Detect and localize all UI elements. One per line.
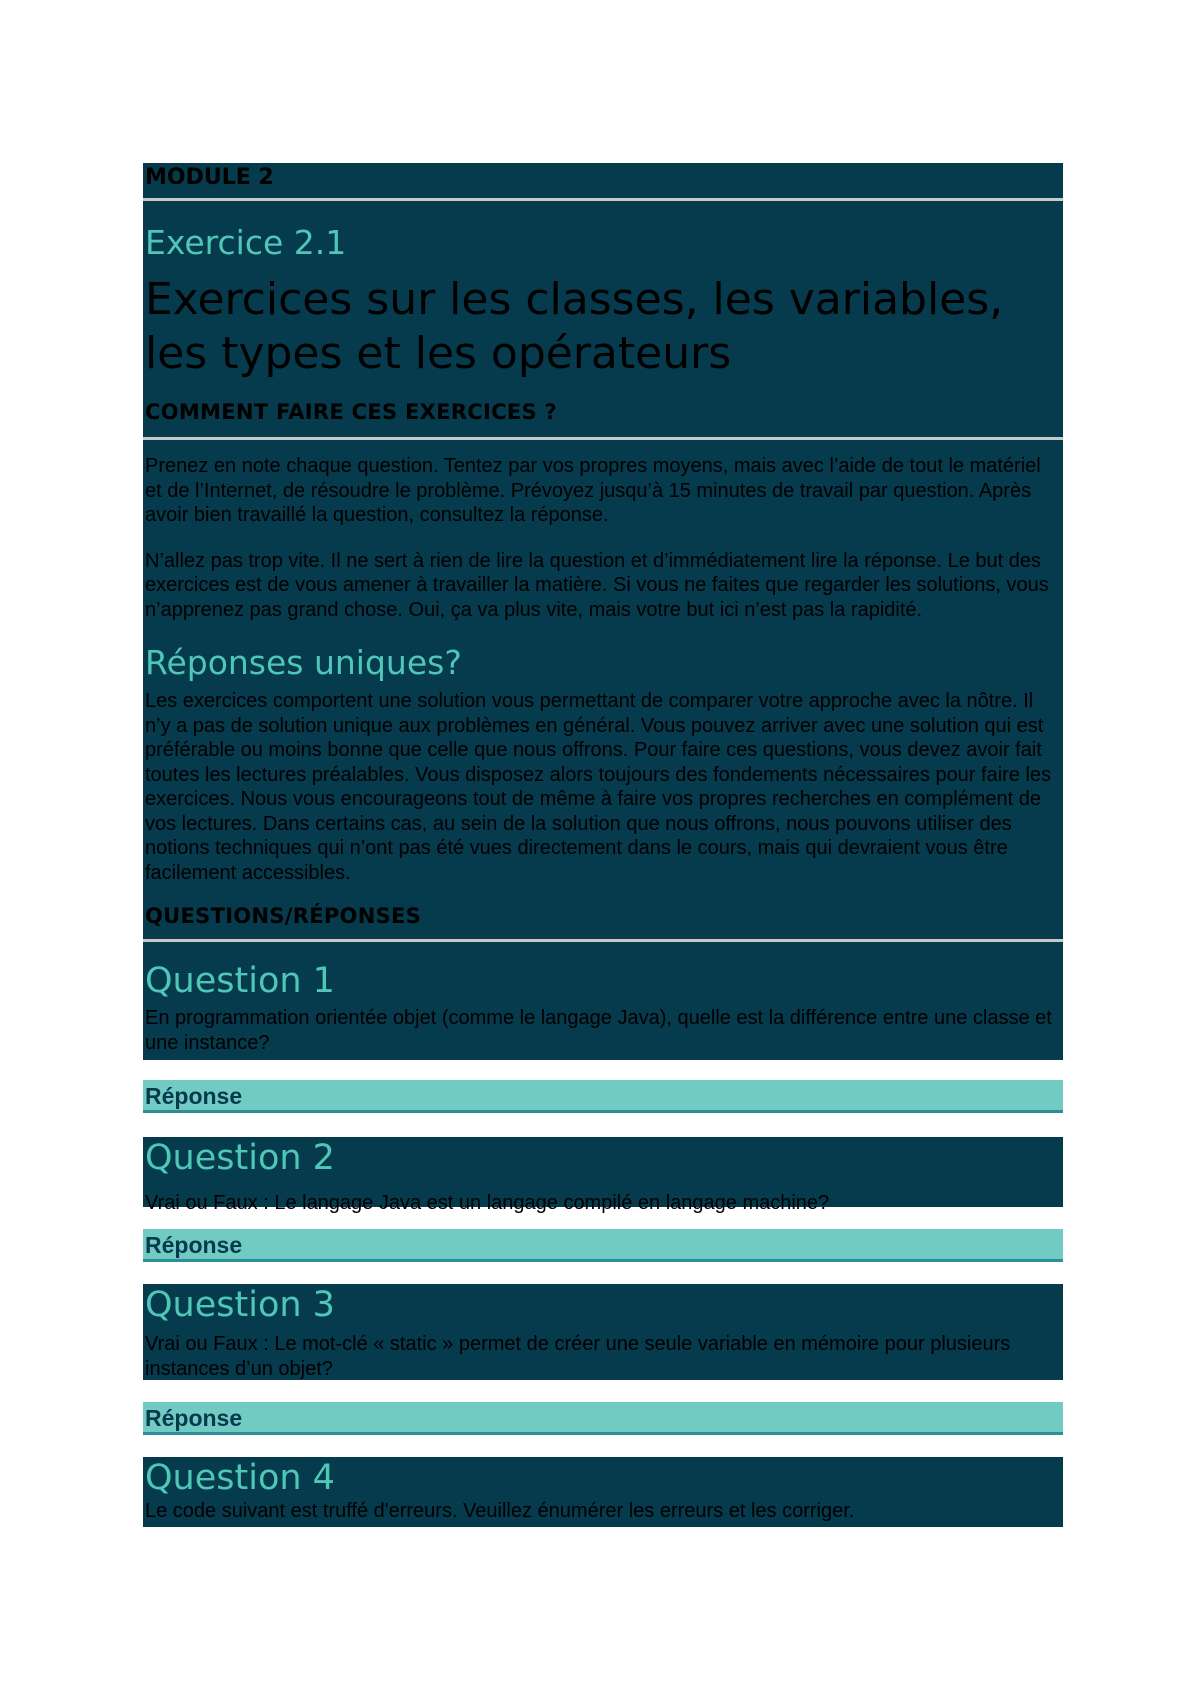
question-title: Question 3	[145, 1285, 335, 1325]
question-block	[143, 942, 1063, 1060]
instructions-paragraph: N’allez pas trop vite. Il ne sert à rien de lire la question et d’immédiatement lire la réponse. Le but des exercices est de vous amener à travailler la matière. Si vous ne faites que regarder les solutions, vous n’apprenez pas grand chose. Oui, ça va plus vite, mais votre but ici n’est pas la rapidité.	[145, 549, 1049, 621]
answer-toggle[interactable]: Réponse	[143, 1402, 1063, 1435]
how-to-heading: COMMENT FAIRE CES EXERCICES ?	[145, 400, 557, 424]
question-text: Vrai ou Faux : Le langage Java est un langage compilé en langage machine?	[145, 1192, 830, 1214]
qa-heading: QUESTIONS/RÉPONSES	[145, 904, 422, 928]
question-block	[143, 1457, 1063, 1527]
instructions-paragraph: Prenez en note chaque question. Tentez par vos propres moyens, mais avec l’aide de tout le matériel et de l’Internet, de résoudre le problème. Prévoyez jusqu’à 15 minutes de travail par question. Après avoir bien travaillé la question, consultez la réponse.	[145, 455, 1041, 526]
unique-answers-paragraph: Les exercices comportent une solution vous permettant de comparer votre approche avec la nôtre. Il n’y a pas de solution unique aux problèmes en général. Vous pouvez arriver avec une solution qui est préférable ou moins bonne que celle que nous offrons. Pour faire ces questions, vous devez avoir fait toutes les lectures préalables. Vous disposez alors toujours des fondements nécessaires pour faire les exercices. Nous vous encourageons tout de même à faire vos propres recherches en complément de vos lectures. Dans certains cas, au sein de la solution que nous offrons, nous pouvons utiliser des notions techniques qui n’ont pas été vues directement dans le cours, mais qui devraient vous être facilement accessibles.	[145, 690, 1052, 884]
exercise-title: Exercices sur les classes, les variables, les types et les opérateurs	[145, 274, 1004, 379]
exercise-label: Exercice 2.1	[145, 223, 347, 262]
question-title: Question 1	[145, 961, 335, 1001]
instructions-section	[143, 440, 1063, 942]
question-text: Le code suivant est truffé d'erreurs. Veuillez énumérer les erreurs et les corriger.	[145, 1500, 855, 1522]
question-block	[143, 1137, 1063, 1214]
exercise-header	[143, 201, 1063, 440]
question-block	[143, 1284, 1063, 1380]
question-text: Vrai ou Faux : Le mot-clé « static » permet de créer une seule variable en mémoire pour plusieurs instances d’un objet?	[145, 1333, 1011, 1380]
document-page	[143, 163, 1063, 1527]
question-title: Question 4	[145, 1458, 335, 1498]
answer-toggle[interactable]: Réponse	[143, 1080, 1063, 1113]
question-text: En programmation orientée objet (comme le langage Java), quelle est la différence entre une classe et une instance?	[145, 1007, 1052, 1054]
module-header: MODULE 2	[143, 163, 1063, 201]
unique-answers-heading: Réponses uniques?	[145, 643, 462, 682]
answer-toggle[interactable]: Réponse	[143, 1229, 1063, 1262]
question-title: Question 2	[145, 1138, 335, 1178]
